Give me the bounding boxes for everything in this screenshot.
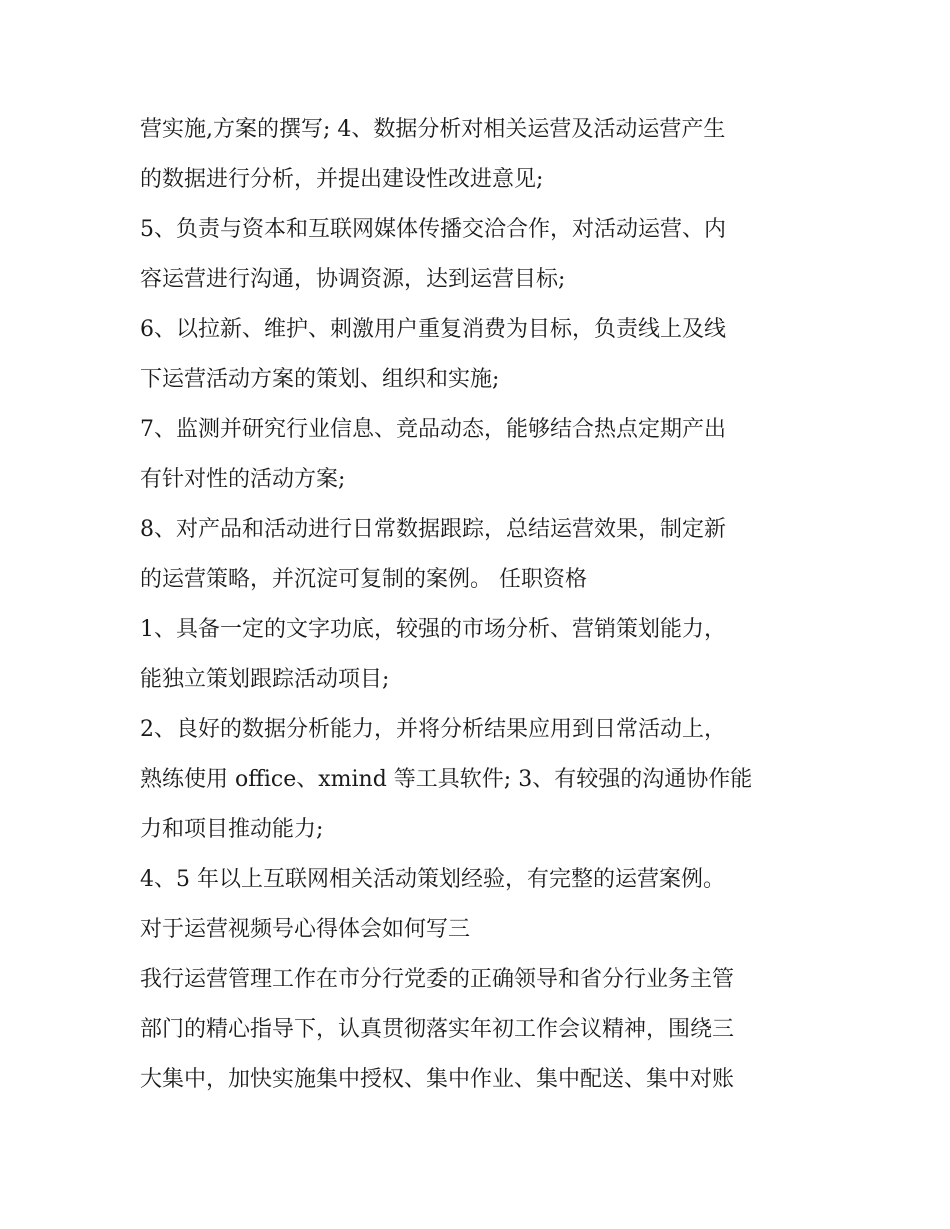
text-line: 熟练使用 office、xmind 等工具软件; 3、有较强的沟通协作能	[140, 767, 753, 792]
text-line: 容运营进行沟通，协调资源，达到运营目标;	[140, 267, 566, 292]
text-line: 大集中，加快实施集中授权、集中作业、集中配送、集中对账	[140, 1067, 735, 1092]
text-line: 2、良好的数据分析能力，并将分析结果应用到日常活动上，	[140, 717, 726, 742]
text-line: 的数据进行分析，并提出建设性改进意见;	[140, 167, 544, 192]
text-line: 6、以拉新、维护、刺激用户重复消费为目标，负责线上及线	[140, 317, 726, 342]
text-line: 我行运营管理工作在市分行党委的正确领导和省分行业务主管	[140, 967, 735, 992]
text-line: 的运营策略，并沉淀可复制的案例。 任职资格	[140, 567, 587, 592]
text-line: 下运营活动方案的策划、组织和实施;	[140, 367, 500, 392]
text-line: 4、5 年以上互联网相关活动策划经验，有完整的运营案例。	[140, 867, 725, 892]
text-line: 5、负责与资本和互联网媒体传播交洽合作，对活动运营、内	[140, 217, 726, 242]
text-line: 1、具备一定的文字功底，较强的市场分析、营销策划能力，	[140, 617, 726, 642]
text-line: 能独立策划跟踪活动项目;	[140, 667, 390, 692]
section-heading: 对于运营视频号心得体会如何写三	[140, 917, 471, 942]
document-body	[140, 105, 830, 1105]
text-line: 7、监测并研究行业信息、竞品动态，能够结合热点定期产出	[140, 417, 726, 442]
text-line: 部门的精心指导下，认真贯彻落实年初工作会议精神，围绕三	[140, 1017, 735, 1042]
text-line: 8、对产品和活动进行日常数据跟踪，总结运营效果，制定新	[140, 517, 726, 542]
text-line: 有针对性的活动方案;	[140, 467, 346, 492]
text-line: 营实施,方案的撰写; 4、数据分析对相关运营及活动运营产生	[140, 117, 726, 142]
text-line: 力和项目推动能力;	[140, 817, 324, 842]
